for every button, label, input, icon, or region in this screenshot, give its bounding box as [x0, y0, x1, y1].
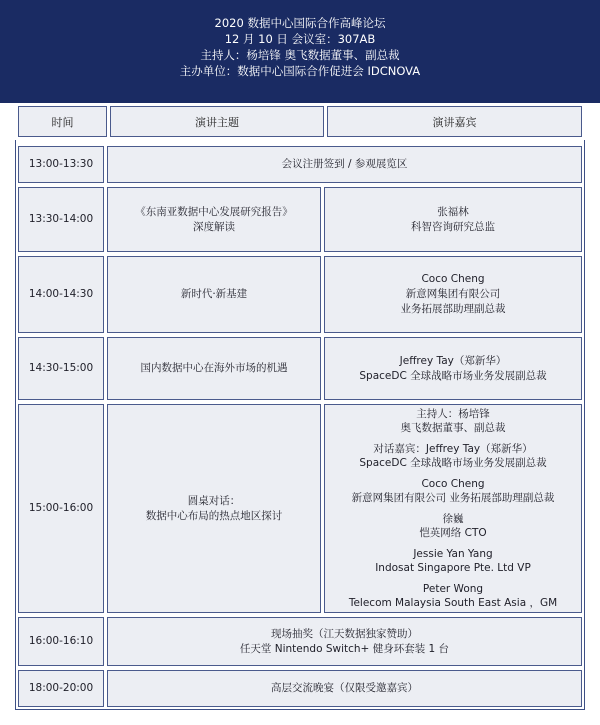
merged-cell: 高层交流晚宴（仅限受邀嘉宾）	[107, 670, 582, 707]
event-host: 主持人：杨培锋 奥飞数据董事、副总裁	[200, 48, 400, 62]
topic-cell: 新时代·新基建	[107, 256, 321, 333]
table-row	[18, 146, 582, 183]
table-row	[18, 670, 582, 707]
time-cell: 13:30-14:00	[18, 187, 104, 252]
speaker-cell: Jeffrey Tay（郑新华） SpaceDC 全球战略市场业务发展副总裁	[324, 337, 582, 400]
table-row	[18, 187, 582, 252]
topic-cell: 《东南亚数据中心发展研究报告》 深度解读	[107, 187, 321, 252]
merged-cell: 会议注册签到 / 参观展览区	[107, 146, 582, 183]
schedule-table-header	[15, 103, 585, 140]
table-row	[18, 404, 582, 613]
topic-cell: 圆桌对话： 数据中心布局的热点地区探讨	[107, 404, 321, 613]
time-cell: 14:00-14:30	[18, 256, 104, 333]
merged-cell: 现场抽奖（江天数据独家赞助） 任天堂 Nintendo Switch+ 健身环套装 1 台	[107, 617, 582, 666]
event-header	[0, 0, 600, 103]
table-row	[18, 617, 582, 666]
speaker-cell: 主持人：杨培锋 奥飞数据董事、副总裁 对话嘉宾：Jeffrey Tay（郑新华） SpaceDC 全球战略市场业务发展副总裁 Coco Cheng 新意网集团有限公司 业务拓展部助理副总裁 徐巍 恺英网络 CTO Jessie Yan Yang Indosat Singapore Pte. Ltd VP Peter Wong Telecom Malaysia South East Asia ，GM	[324, 404, 582, 613]
table-row	[18, 337, 582, 400]
table-row	[18, 256, 582, 333]
column-header-time: 时间	[18, 106, 107, 137]
event-date-room: 12 月 10 日 会议室：307AB	[224, 32, 376, 46]
column-header-topic: 演讲主题	[110, 106, 324, 137]
event-organizer: 主办单位：数据中心国际合作促进会 IDCNOVA	[179, 64, 421, 78]
topic-cell: 国内数据中心在海外市场的机遇	[107, 337, 321, 400]
column-header-speakers: 演讲嘉宾	[327, 106, 582, 137]
speaker-cell: Coco Cheng 新意网集团有限公司 业务拓展部助理副总裁	[324, 256, 582, 333]
time-cell: 18:00-20:00	[18, 670, 104, 707]
time-cell: 15:00-16:00	[18, 404, 104, 613]
speaker-cell: 张福林 科智咨询研究总监	[324, 187, 582, 252]
time-cell: 13:00-13:30	[18, 146, 104, 183]
time-cell: 14:30-15:00	[18, 337, 104, 400]
event-title: 2020 数据中心国际合作高峰论坛	[214, 16, 386, 30]
time-cell: 16:00-16:10	[18, 617, 104, 666]
